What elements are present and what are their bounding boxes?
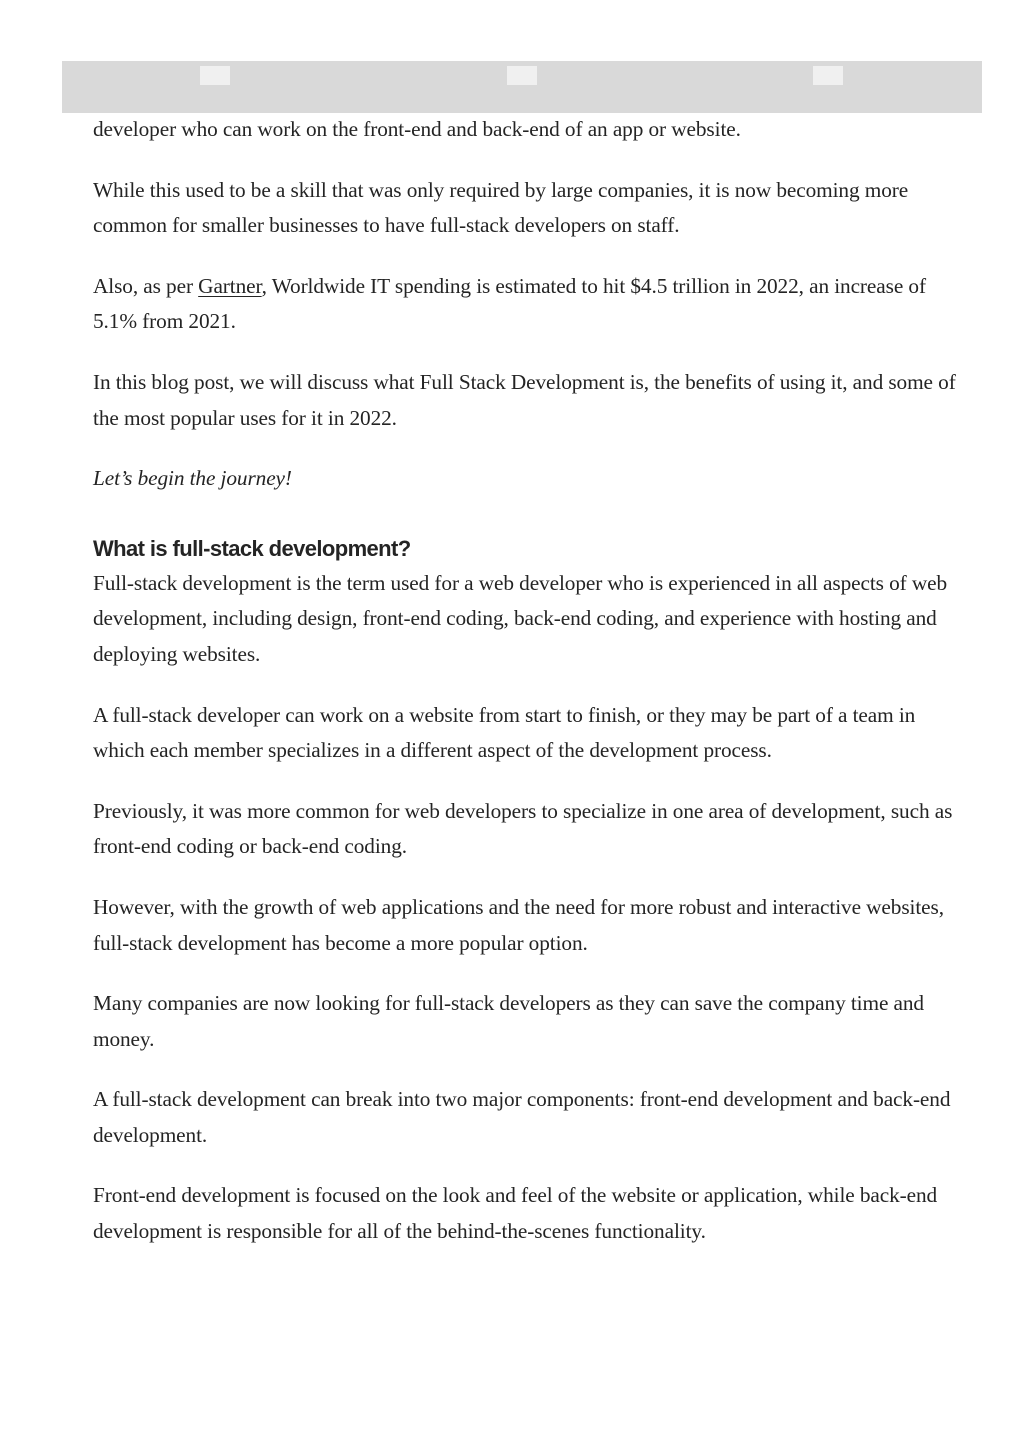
team-paragraph: A full-stack developer can work on a website from start to finish, or they may be part of a team in which each member specializes in a different aspect of the development process. [93, 702, 916, 763]
gartner-link[interactable]: Gartner [198, 273, 262, 298]
placeholder-block [813, 66, 843, 85]
definition-paragraph: Full-stack development is the term used for a web developer who is experienced in all aspects of web development, including design, front-end coding, back-end coding, and experience with hosting and deploying websites. [93, 570, 948, 666]
components-paragraph: A full-stack development can break into two major components: front-end development and back-end development. [93, 1087, 951, 1147]
previously-paragraph: Previously, it was more common for web developers to specialize in one area of development, such as front-end coding or back-end coding. [93, 798, 953, 859]
begin-journey-paragraph: Let’s begin the journey! [93, 466, 292, 491]
skill-paragraph: While this used to be a skill that was only required by large companies, it is now becoming more common for smaller businesses to have full-stack developers on staff. [93, 177, 909, 238]
frontend-paragraph: Front-end development is focused on the look and feel of the website or application, while back-end development is responsible for all of the behind-the-scenes functionality. [93, 1183, 938, 1244]
top-placeholder-bar [62, 61, 982, 113]
companies-paragraph: Many companies are now looking for full-stack developers as they can save the company time and money. [93, 991, 924, 1051]
however-paragraph: However, with the growth of web applications and the need for more robust and interactive websites, full-stack development has become a more popular option. [93, 894, 944, 955]
intro-fragment-paragraph: developer who can work on the front-end and back-end of an app or website. [93, 117, 741, 141]
article-body [93, 112, 963, 1275]
gartner-text-before: Also, as per [93, 273, 199, 298]
gartner-text-after: , Worldwide IT spending is estimated to hit $4.5 trillion in 2022, an increase of 5.1% from 2021. [93, 273, 926, 334]
placeholder-block [507, 66, 537, 85]
placeholder-block [200, 66, 230, 85]
section-heading: What is full-stack development? [93, 535, 411, 561]
blog-post-paragraph: In this blog post, we will discuss what Full Stack Development is, the benefits of using it, and some of the most popular uses for it in 2022. [93, 369, 956, 430]
gartner-paragraph [93, 269, 963, 340]
